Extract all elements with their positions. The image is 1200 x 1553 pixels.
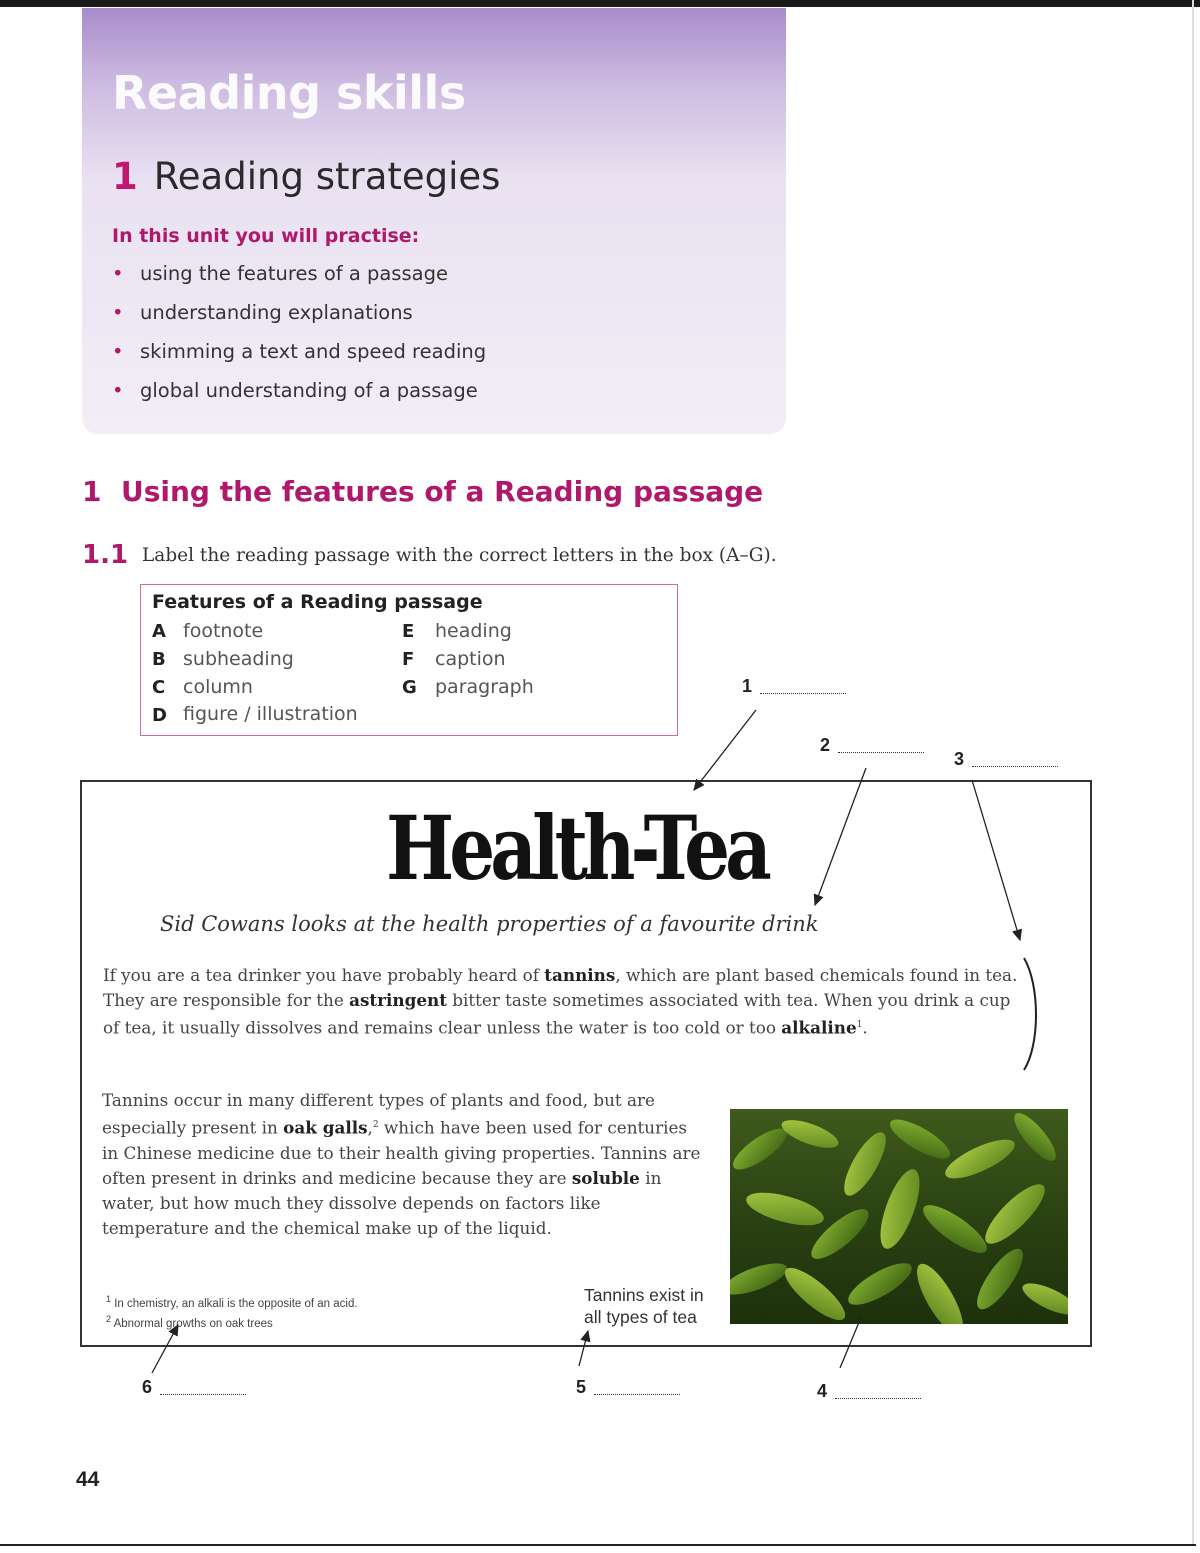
section-heading: 1 Using the features of a Reading passage [82,475,764,508]
bullet-icon: • [112,340,124,363]
passage-paragraph-2: Tannins occur in many different types of plants and food, but are especially present in oak galls,$^2$ which have been used for centuries in Chinese medicine due to their health giving properties. Tannins are often present in drinks and medicine because they are soluble in water, but how much they dissolve depends on factors like temperature and the chemical make up of the liquid. [102,1090,701,1238]
list-item: • understanding explanations [112,297,486,336]
passage-paragraph-1: If you are a tea drinker you have probably heard of tannins, which are plant based chemicals found in tea. They are responsible for the astringent bitter taste sometimes associated with tea. When you drink a cup of tea, it usually dissolves and remains clear unless the water is too cold or too alkaline$^1$. [103,965,1018,1038]
passage-heading: Health-Tea [386,796,767,900]
bullet-icon: • [112,262,124,285]
unit-title-text: Reading strategies [153,155,501,198]
footnote: $^1$ In chemistry, an alkali is the opposite of an acid. [106,1294,358,1310]
arrow-5 [579,1331,588,1366]
list-item: • skimming a text and speed reading [112,336,486,375]
footnote-marker: 1 [856,1020,863,1030]
feature-text: column [183,676,253,698]
arrow-1 [694,710,756,790]
list-item: • global understanding of a passage [112,375,486,414]
arrow-2 [815,768,866,905]
feature-text: figure / illustration [183,703,358,725]
label-number: 5 [576,1377,587,1397]
bullet-icon: • [112,301,124,324]
practise-heading: In this unit you will practise: [112,225,420,247]
page-number: 44 [76,1468,100,1491]
label-number: 3 [954,749,965,769]
exercise-instruction: Label the reading passage with the correct letters in the box (A–G). [142,545,777,566]
exercise-number: 1.1 [82,540,129,570]
label-number: 6 [142,1377,153,1397]
label-number: 2 [820,735,831,755]
photo-caption: Tannins exist in all types of tea [584,1285,704,1327]
feature-text: heading [435,620,512,642]
unit-number: 1 [112,155,138,198]
list-item: • using the features of a passage [112,258,486,297]
feature-letter: C [152,677,166,698]
arrow-6 [152,1325,178,1373]
passage-subheading: Sid Cowans looks at the health properties of a favourite drink [160,912,819,936]
feature-letter: G [402,677,417,698]
feature-letter: E [402,621,415,642]
feature-letter: D [152,705,167,726]
feature-text: caption [435,648,506,670]
label-number: 1 [742,676,753,696]
footnote-marker: 2 [372,1120,379,1130]
feature-text: subheading [183,648,294,670]
column-bracket [1024,958,1036,1070]
feature-text: footnote [183,620,264,642]
feature-letter: B [152,649,166,670]
feature-text: paragraph [435,676,534,698]
bullet-icon: • [112,379,124,402]
banner-title: Reading skills [112,66,466,120]
feature-letter: A [152,621,166,642]
features-box-title: Features of a Reading passage [152,591,483,613]
arrow-4 [840,1315,862,1368]
label-number: 4 [817,1381,828,1401]
arrow-3 [972,780,1020,940]
footnote: $^2$ Abnormal growths on oak trees [106,1313,273,1330]
feature-letter: F [402,649,415,670]
